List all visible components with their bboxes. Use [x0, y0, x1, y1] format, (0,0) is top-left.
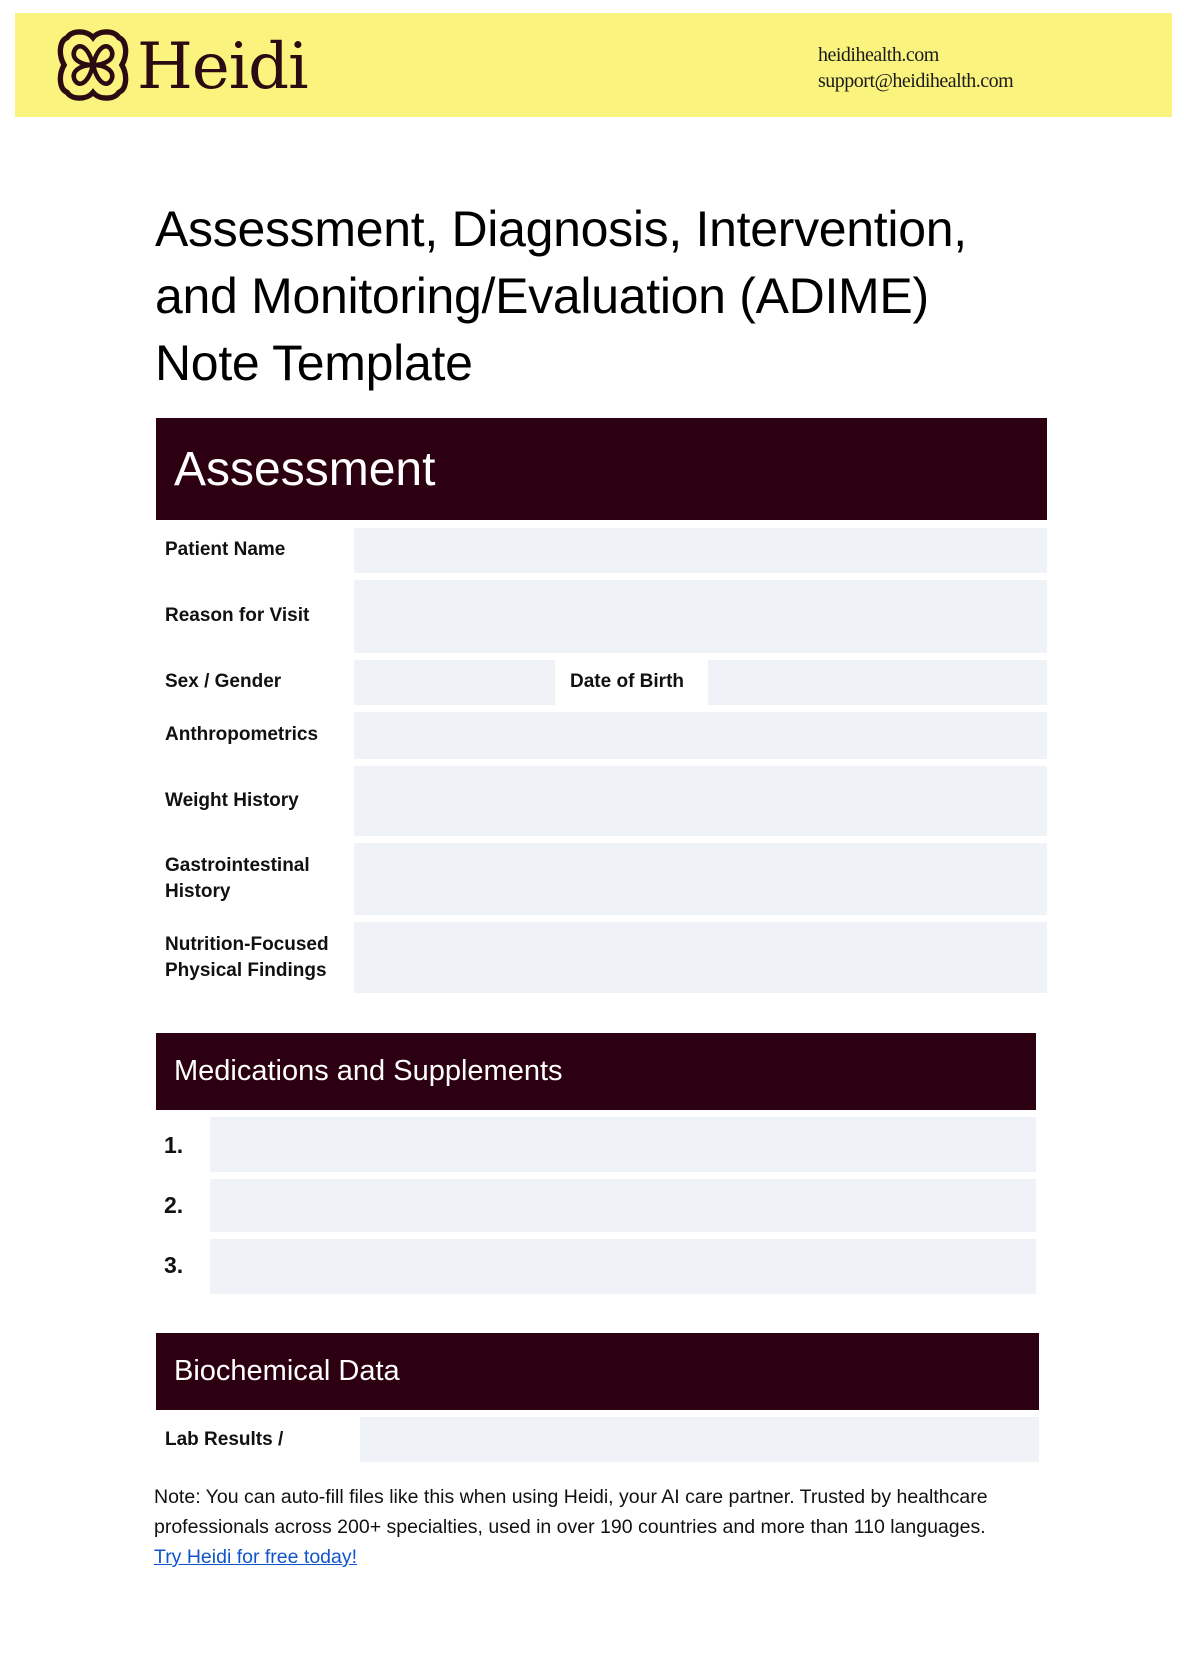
medications-heading: Medications and Supplements — [174, 1055, 563, 1087]
try-heidi-link[interactable]: Try Heidi for free today! — [154, 1546, 358, 1568]
brand-wordmark: Heidi — [137, 30, 308, 104]
website-link[interactable]: heidihealth.com — [818, 44, 939, 66]
medication-number-2: 2. — [164, 1192, 184, 1218]
assessment-heading: Assessment — [174, 442, 436, 496]
page-title — [155, 196, 1055, 397]
patient-name-label: Patient Name — [165, 539, 286, 560]
assessment-section-header — [156, 418, 1047, 520]
footer-note — [154, 1482, 1054, 1572]
support-email-link[interactable]: support@heidihealth.com — [818, 70, 1014, 92]
date-of-birth-label: Date of Birth — [570, 671, 684, 692]
weight-history-label: Weight History — [165, 790, 299, 811]
nfpf-label-line-2: Physical Findings — [165, 960, 327, 981]
title-line-3: Note Template — [155, 335, 473, 391]
gi-history-label-line-2: History — [165, 881, 231, 902]
reason-for-visit-field[interactable] — [354, 580, 1047, 653]
medications-section-header — [156, 1033, 1036, 1110]
biochemical-heading: Biochemical Data — [174, 1355, 400, 1387]
brand-logo[interactable] — [55, 29, 308, 105]
gi-history-label-line-1: Gastrointestinal — [165, 855, 310, 876]
medication-number-3: 3. — [164, 1252, 184, 1278]
anthropometrics-field[interactable] — [354, 712, 1047, 759]
gi-history-field[interactable] — [354, 843, 1047, 915]
nutrition-focused-physical-findings-label — [165, 932, 329, 984]
lab-results-label: Lab Results / — [165, 1429, 284, 1450]
medication-field-1[interactable] — [210, 1117, 1036, 1172]
medication-number-1: 1. — [164, 1132, 184, 1158]
contact-info — [818, 42, 1013, 94]
weight-history-field[interactable] — [354, 766, 1047, 836]
date-of-birth-field[interactable] — [708, 660, 1047, 705]
heidi-clover-logo-icon — [55, 27, 131, 108]
biochemical-section-header — [156, 1333, 1039, 1410]
title-line-1: Assessment, Diagnosis, Intervention, — [155, 201, 967, 257]
sex-gender-field[interactable] — [354, 660, 555, 705]
nfpf-label-line-1: Nutrition-Focused — [165, 934, 329, 955]
medication-field-2[interactable] — [210, 1179, 1036, 1232]
reason-for-visit-label: Reason for Visit — [165, 605, 310, 626]
gi-history-label — [165, 853, 310, 905]
lab-results-field[interactable] — [360, 1417, 1039, 1462]
nutrition-focused-physical-findings-field[interactable] — [354, 922, 1047, 993]
patient-name-field[interactable] — [354, 528, 1047, 573]
sex-gender-label: Sex / Gender — [165, 671, 282, 692]
footer-note-text: Note: You can auto-fill files like this when using Heidi, your AI care partner. Trusted by healthcare professionals across 200+ specialties, used in over 190 countries and more than 110 languages. — [154, 1486, 988, 1538]
title-line-2: and Monitoring/Evaluation (ADIME) — [155, 268, 929, 324]
anthropometrics-label: Anthropometrics — [165, 724, 319, 745]
medication-field-3[interactable] — [210, 1239, 1036, 1294]
